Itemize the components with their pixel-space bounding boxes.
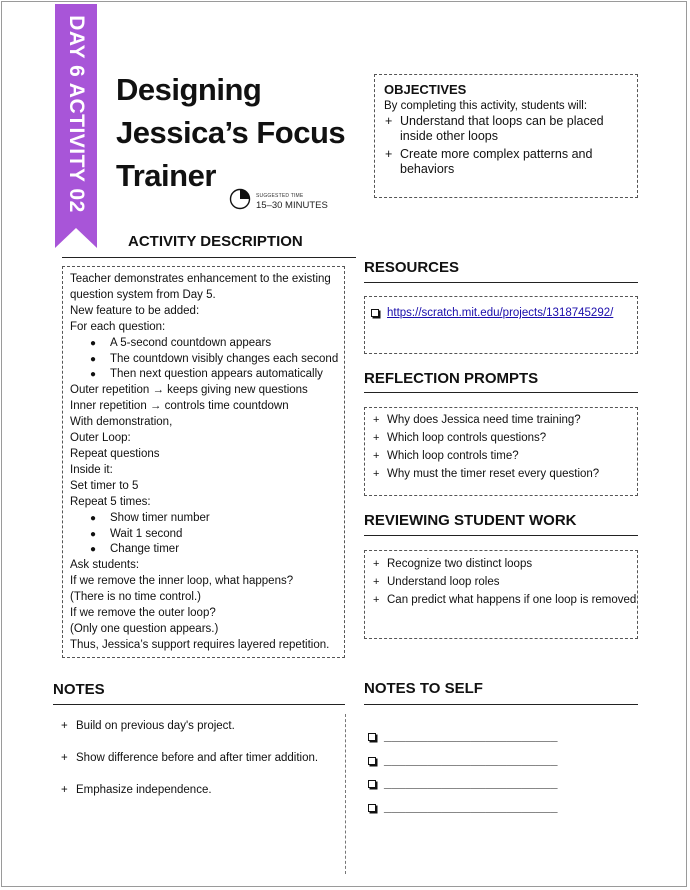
checkbox-icon[interactable] — [368, 757, 376, 765]
bullet-marker: ● — [90, 512, 97, 524]
plus-marker: + — [385, 147, 393, 161]
reflection-prompt — [371, 447, 631, 465]
reflection-prompt-text: Which loop controls time? — [387, 450, 519, 462]
plus-marker: + — [373, 468, 380, 480]
reflection-prompt-text: Why does Jessica need time training? — [387, 414, 581, 426]
note-item-text: Emphasize independence. — [76, 784, 212, 796]
review-criterion-text: Recognize two distinct loops — [387, 558, 533, 570]
reflection-prompt-text: Which loop controls questions? — [387, 432, 547, 444]
activity-line: Thus, Jessica’s support requires layered repetition. — [70, 638, 330, 651]
activity-bullet-text: Show timer number — [110, 511, 210, 524]
reflection-prompts-list — [371, 411, 631, 483]
plus-marker: + — [373, 432, 380, 444]
activity-bullet-line — [70, 367, 337, 383]
suggested-time-label: SUGGESTED TIME — [256, 193, 304, 199]
suggested-time — [229, 188, 369, 214]
reflection-prompt — [371, 465, 631, 483]
review-criterion — [371, 591, 637, 609]
reviewing-student-work-heading: REVIEWING STUDENT WORK — [364, 512, 577, 529]
bullet-marker: ● — [90, 369, 97, 381]
bullet-marker: ● — [90, 353, 97, 365]
objective-line: behaviors — [400, 162, 455, 176]
objective-line: Understand that loops can be placed — [400, 114, 604, 128]
activity-bullet-text: Change timer — [110, 543, 180, 556]
notes-to-self-item — [368, 799, 558, 823]
plus-marker: + — [373, 414, 380, 426]
activity-bullet-text: Wait 1 second — [110, 527, 183, 540]
notes-to-self-item — [368, 775, 558, 799]
objective-line: inside other loops — [400, 129, 498, 143]
ribbon-label-wrap — [55, 4, 97, 224]
plus-marker: + — [385, 114, 393, 128]
activity-line: If we remove the inner loop, what happens? — [70, 575, 294, 588]
activity-description-box — [62, 266, 345, 658]
activity-line: Set timer to 5 — [70, 479, 139, 492]
notes-to-self-heading: NOTES TO SELF — [364, 680, 483, 697]
note-item-text: Build on previous day's project. — [76, 720, 235, 732]
notes-divider — [345, 714, 346, 874]
objective-item — [384, 147, 628, 177]
activity-bullet-line — [70, 527, 337, 543]
notes-to-self-heading-rule — [364, 704, 638, 705]
reviewing-student-work-box — [364, 550, 638, 639]
activity-line: Inner repetition → controls time countdown — [70, 400, 289, 413]
reflection-prompt — [371, 411, 631, 429]
plus-marker: + — [61, 752, 68, 764]
notes-to-self-item — [368, 752, 558, 776]
activity-bullet-text: The countdown visibly changes each second — [110, 352, 339, 365]
activity-line: Teacher demonstrates enhancement to the existing — [70, 273, 331, 285]
activity-line: Repeat 5 times: — [70, 495, 151, 508]
activity-bullet-line — [70, 336, 337, 352]
activity-line: If we remove the outer loop? — [70, 607, 216, 620]
resources-heading-rule — [364, 282, 638, 283]
scratch-project-link[interactable]: https://scratch.mit.edu/projects/1318745292/ — [387, 307, 614, 319]
review-criterion — [371, 573, 631, 591]
notes-to-self-blank[interactable]: ________________________ — [384, 728, 558, 743]
suggested-time-value: 15–30 MINUTES — [256, 200, 328, 211]
reflection-heading-rule — [364, 392, 638, 393]
reflection-prompt-text: Why must the timer reset every question? — [387, 468, 600, 480]
plus-marker: + — [373, 558, 380, 570]
review-criterion-text: Can predict what happens if one loop is removed — [387, 594, 637, 606]
activity-line: With demonstration, — [70, 416, 173, 429]
activity-line: Outer Loop: — [70, 432, 131, 445]
reviewing-heading-rule — [364, 535, 638, 536]
objective-line: Create more complex patterns and — [400, 147, 593, 161]
clock-icon — [229, 188, 251, 210]
activity-bullet-text: A 5-second countdown appears — [110, 336, 272, 349]
activity-line: Inside it: — [70, 463, 113, 476]
notes-list — [60, 720, 340, 816]
review-criterion — [371, 555, 631, 573]
reflection-prompts-box — [364, 407, 638, 496]
objectives-heading: OBJECTIVES — [384, 82, 467, 97]
activity-heading-rule — [62, 257, 356, 258]
plus-marker: + — [61, 784, 68, 796]
resources-heading: RESOURCES — [364, 259, 460, 276]
checkbox-icon[interactable] — [368, 733, 376, 741]
notes-to-self-item — [368, 728, 558, 752]
plus-marker: + — [373, 450, 380, 462]
activity-bullet-line — [70, 542, 337, 558]
activity-line: New feature to be added: — [70, 304, 200, 317]
plus-marker: + — [373, 576, 380, 588]
notes-to-self-blank[interactable]: ________________________ — [384, 775, 558, 790]
resources-box — [364, 296, 638, 354]
reviewing-list — [371, 555, 637, 609]
note-item — [60, 752, 340, 784]
activity-bullet-line — [70, 511, 337, 527]
activity-line: Outer repetition → keeps giving new questions — [70, 384, 308, 397]
objectives-box — [374, 74, 638, 198]
notes-to-self-blank[interactable]: ________________________ — [384, 798, 558, 814]
activity-line: Ask students: — [70, 559, 140, 572]
activity-line: (There is no time control.) — [70, 591, 202, 604]
worksheet-page — [1, 1, 687, 887]
title-line: Trainer — [116, 158, 216, 193]
plus-marker: + — [61, 720, 68, 732]
review-criterion-text: Understand loop roles — [387, 576, 500, 588]
activity-bullet-line — [70, 352, 337, 368]
bullet-marker: ● — [90, 337, 97, 349]
objectives-intro: By completing this activity, students will: — [384, 100, 588, 112]
note-item-text: Show difference before and after timer addition. — [76, 752, 319, 764]
notes-heading-rule — [53, 704, 345, 705]
note-item — [60, 784, 340, 816]
checkbox-icon[interactable] — [368, 804, 376, 812]
plus-marker: + — [373, 594, 380, 606]
activity-line: question system from Day 5. — [70, 288, 216, 301]
checkbox-icon — [371, 309, 379, 317]
bullet-marker: ● — [90, 528, 97, 540]
notes-to-self-list — [368, 728, 558, 822]
activity-bullet-text: Then next question appears automatically — [110, 368, 323, 381]
objectives-list — [384, 114, 628, 177]
note-item — [60, 720, 340, 752]
checkbox-icon[interactable] — [368, 780, 376, 788]
reflection-prompts-heading: REFLECTION PROMPTS — [364, 370, 539, 387]
activity-description-heading: ACTIVITY DESCRIPTION — [128, 233, 303, 250]
objective-item — [384, 114, 628, 144]
title-line: Jessica’s Focus — [116, 115, 346, 150]
page-title — [116, 68, 356, 197]
activity-line: (Only one question appears.) — [70, 622, 219, 635]
activity-line: Repeat questions — [70, 447, 160, 460]
activity-line: For each question: — [70, 320, 166, 333]
ribbon-label: DAY 6 ACTIVITY 02 — [65, 15, 88, 213]
notes-heading: NOTES — [53, 681, 105, 698]
reflection-prompt — [371, 429, 631, 447]
bullet-marker: ● — [90, 544, 97, 556]
title-line: Designing — [116, 72, 262, 107]
notes-to-self-blank[interactable]: ________________________ — [384, 751, 558, 767]
